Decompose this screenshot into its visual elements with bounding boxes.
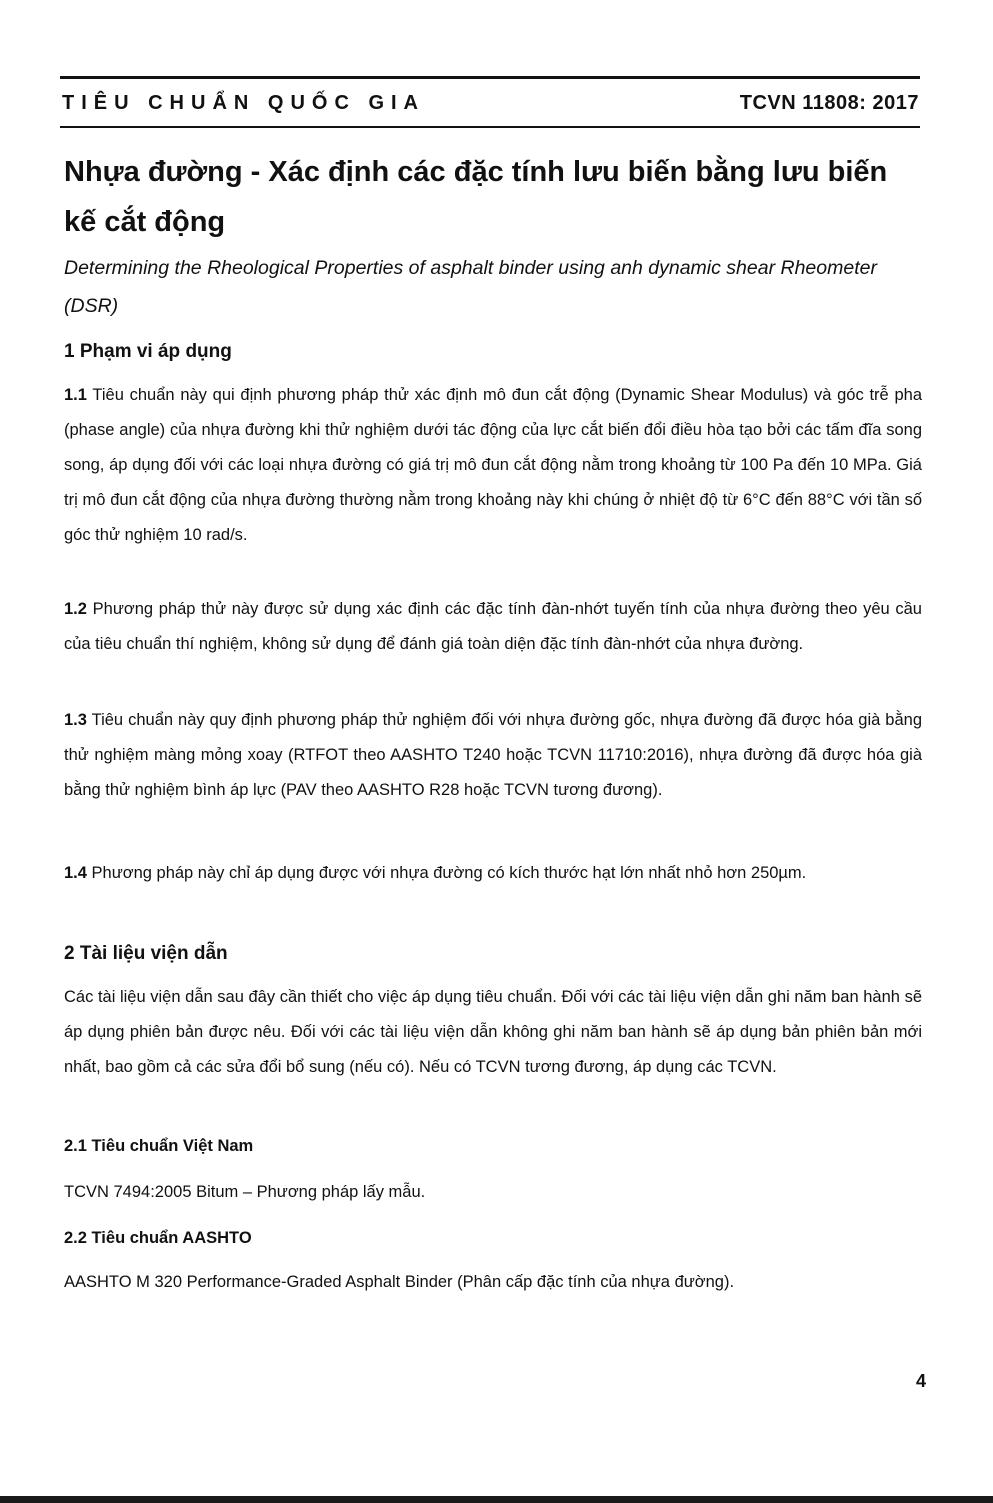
header-standard-label: TIÊU CHUẨN QUỐC GIA (62, 92, 425, 114)
clause-number: 1.1 (64, 386, 87, 404)
paragraph-1-2 (64, 592, 922, 662)
reference-tcvn-7494: TCVN 7494:2005 Bitum – Phương pháp lấy mẫu. (64, 1183, 426, 1201)
paragraph-text: Phương pháp thử này được sử dụng xác định các đặc tính đàn-nhớt tuyến tính của nhựa đường theo yêu cầu của tiêu chuẩn thí nghiệm, không sử dụng để đánh giá toàn diện đặc tính đàn-nhớt của nhựa đường. (64, 600, 922, 653)
document-subtitle-english: Determining the Rheological Properties of asphalt binder using anh dynamic shear Rheometer (DSR) (64, 257, 877, 317)
paragraph-text: Tiêu chuẩn này qui định phương pháp thử xác định mô đun cắt động (Dynamic Shear Modulus) và góc trễ pha (phase angle) của nhựa đường khi thử nghiệm dưới tác động của lực cắt biến đổi điều hòa tạo bởi các tấm đĩa song song, áp dụng đối với các loại nhựa đường có giá trị mô đun cắt động nằm trong khoảng từ 100 Pa đến 10 MPa. Giá trị mô đun cắt động của nhựa đường thường nằm trong khoảng này khi chúng ở nhiệt độ từ 6°C đến 88°C với tần số góc thử nghiệm 10 rad/s. (64, 386, 922, 544)
paragraph-1-3 (64, 703, 922, 808)
section-2-heading: 2 Tài liệu viện dẫn (64, 943, 228, 964)
header-bottom-rule (60, 126, 920, 128)
paragraph-text: Phương pháp này chỉ áp dụng được với nhựa đường có kích thước hạt lớn nhất nhỏ hơn 250µm. (91, 864, 807, 882)
clause-number: 1.3 (64, 711, 87, 729)
header-standard-code: TCVN 11808: 2017 (739, 92, 919, 114)
paragraph-2-intro: Các tài liệu viện dẫn sau đây cần thiết cho việc áp dụng tiêu chuẩn. Đối với các tài liệu viện dẫn ghi năm ban hành sẽ áp dụng phiên bản được nêu. Đối với các tài liệu viện dẫn không ghi năm ban hành sẽ áp dụng bản phiên bản mới nhất, bao gồm cả các sửa đổi bổ sung (nếu có). Nếu có TCVN tương đương, áp dụng các TCVN. (64, 988, 922, 1076)
reference-aashto-m320: AASHTO M 320 Performance-Graded Asphalt Binder (Phân cấp đặc tính của nhựa đường). (64, 1273, 735, 1291)
paragraph-1-1 (64, 378, 922, 553)
section-1-heading: 1 Phạm vi áp dụng (64, 341, 232, 362)
paragraph-text: Tiêu chuẩn này quy định phương pháp thử nghiệm đối với nhựa đường gốc, nhựa đường đã được hóa già bằng thử nghiệm màng mỏng xoay (RTFOT theo AASHTO T240 hoặc TCVN 11710:2016), nhựa đường đã được hóa già bằng thử nghiệm bình áp lực (PAV theo AASHTO R28 hoặc TCVN tương đương). (64, 711, 922, 799)
clause-number: 1.2 (64, 600, 87, 618)
clause-number: 1.4 (64, 864, 87, 882)
subsection-2-2-heading: 2.2 Tiêu chuẩn AASHTO (64, 1229, 252, 1247)
subsection-2-1-heading: 2.1 Tiêu chuẩn Việt Nam (64, 1137, 254, 1155)
document-title: Nhựa đường - Xác định các đặc tính lưu biến bằng lưu biến kế cắt động (64, 156, 888, 238)
paragraph-1-4 (64, 856, 922, 891)
page-number: 4 (916, 1371, 927, 1391)
header-top-rule (60, 76, 920, 79)
scan-bottom-edge (0, 1496, 993, 1503)
